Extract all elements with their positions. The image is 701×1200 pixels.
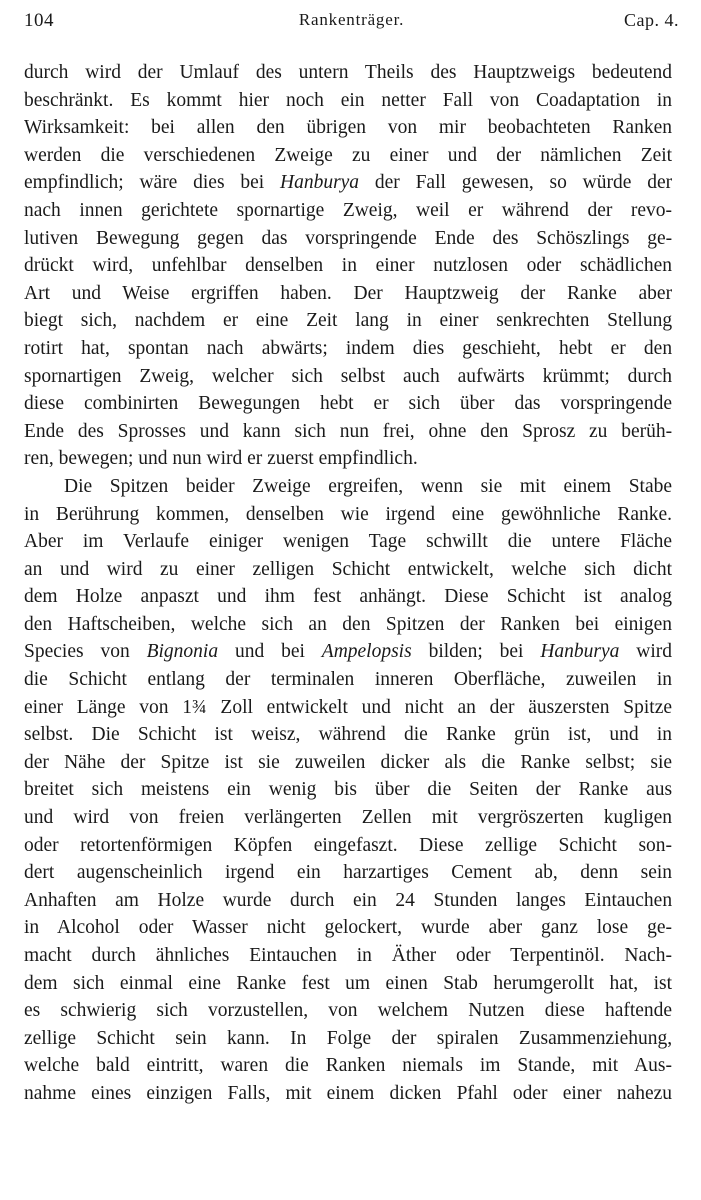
page-number: 104 [24,10,54,31]
text-line: durch wird der Umlauf des untern Theils des Hauptzweigs bedeutend [24,62,672,83]
text-line: einer Länge von 1¾ Zoll entwickelt und nicht an der äuszersten Spitze [24,696,672,718]
text-line: diese combinirten Bewegungen hebt er sich über das vorspringende [24,393,672,415]
text-line: den Haftscheiben, welche sich an den Spitzen der Ranken bei einigen [24,613,672,635]
text-line: es schwierig sich vorzustellen, von welchem Nutzen diese haftende [24,1000,672,1022]
text-line: Species von Bignonia und bei Ampelopsis bilden; bei Hanburya wird [24,641,672,663]
text-line: beschränkt. Es kommt hier noch ein netter Fall von Coadaptation in [24,89,672,111]
text-line: nach innen gerichtete spornartige Zweig, weil er während der revo- [24,199,672,221]
text-line: Anhaften am Holze wurde durch ein 24 Stunden langes Eintauchen [24,889,672,911]
text-line: nahme eines einzigen Falls, mit einem dicken Pfahl oder einer nahezu [24,1082,672,1104]
text-line: in Berührung kommen, denselben wie irgend eine gewöhnliche Ranke. [24,503,672,525]
text-line: macht durch ähnliches Eintauchen in Äther oder Terpentinöl. Nach- [24,945,672,966]
text-line: breitet sich meistens ein wenig bis über die Seiten der Ranke aus [24,779,672,801]
text-line: biegt sich, nachdem er eine Zeit lang in einer senkrechten Stellung [24,310,672,332]
text-line: selbst. Die Schicht ist weisz, während die Ranke grün ist, und in [24,724,672,746]
text-line: rotirt hat, spontan nach abwärts; indem dies geschieht, hebt er den [24,337,672,359]
text-line: zellige Schicht sein kann. In Folge der spiralen Zusammenziehung, [24,1027,672,1049]
text-line: dem Holze anpaszt und ihm fest anhängt. Diese Schicht ist analog [24,586,672,608]
text-line: der Nähe der Spitze ist sie zuweilen dicker als die Ranke selbst; sie [24,751,672,773]
text-line: an und wird zu einer zelligen Schicht entwickelt, welche sich dicht [24,558,672,580]
chapter-label: Cap. 4. [624,10,679,30]
running-title: Rankenträger. [298,10,405,29]
text-line: Art und Weise ergriffen haben. Der Hauptzweig der Ranke aber [24,282,672,304]
text-line: Die Spitzen beider Zweige ergreifen, wenn sie mit einem Stabe [64,475,672,497]
text-line: werden die verschiedenen Zweige zu einer und der nämlichen Zeit [24,144,672,166]
text-line: dert augenscheinlich irgend ein harzartiges Cement ab, denn sein [24,862,672,884]
text-line: Ende des Sprosses und kann sich nun frei, ohne den Sprosz zu berüh- [24,420,672,442]
body-text [24,59,672,1108]
running-head [24,10,679,38]
text-line: Aber im Verlaufe einiger wenigen Tage schwillt die untere Fläche [24,531,672,553]
text-line: drückt wird, unfehlbar denselben in einer nutzlosen oder schädlichen [24,255,672,277]
text-line: in Alcohol oder Wasser nicht gelockert, wurde aber ganz lose ge- [24,917,672,939]
text-line: die Schicht entlang der terminalen inneren Oberfläche, zuweilen in [24,669,672,691]
text-line: dem sich einmal eine Ranke fest um einen Stab herumgerollt hat, ist [24,972,672,994]
text-line: ren, bewegen; und nun wird er zuerst empfindlich. [24,448,418,470]
text-line: spornartigen Zweig, welcher sich selbst auch aufwärts krümmt; durch [24,365,672,387]
text-line: oder retortenförmigen Köpfen eingefaszt. Diese zellige Schicht son- [24,834,672,856]
text-line: empfindlich; wäre dies bei Hanburya der Fall gewesen, so würde der [24,172,672,194]
text-line: Wirksamkeit: bei allen den übrigen von mir beobachteten Ranken [24,117,672,139]
text-line: und wird von freien verlängerten Zellen mit vergröszerten kugligen [24,807,672,829]
text-line: welche bald eintritt, waren die Ranken niemals im Stande, mit Aus- [24,1055,672,1077]
text-line: lutiven Bewegung gegen das vorspringende Ende des Schöszlings ge- [24,227,672,249]
